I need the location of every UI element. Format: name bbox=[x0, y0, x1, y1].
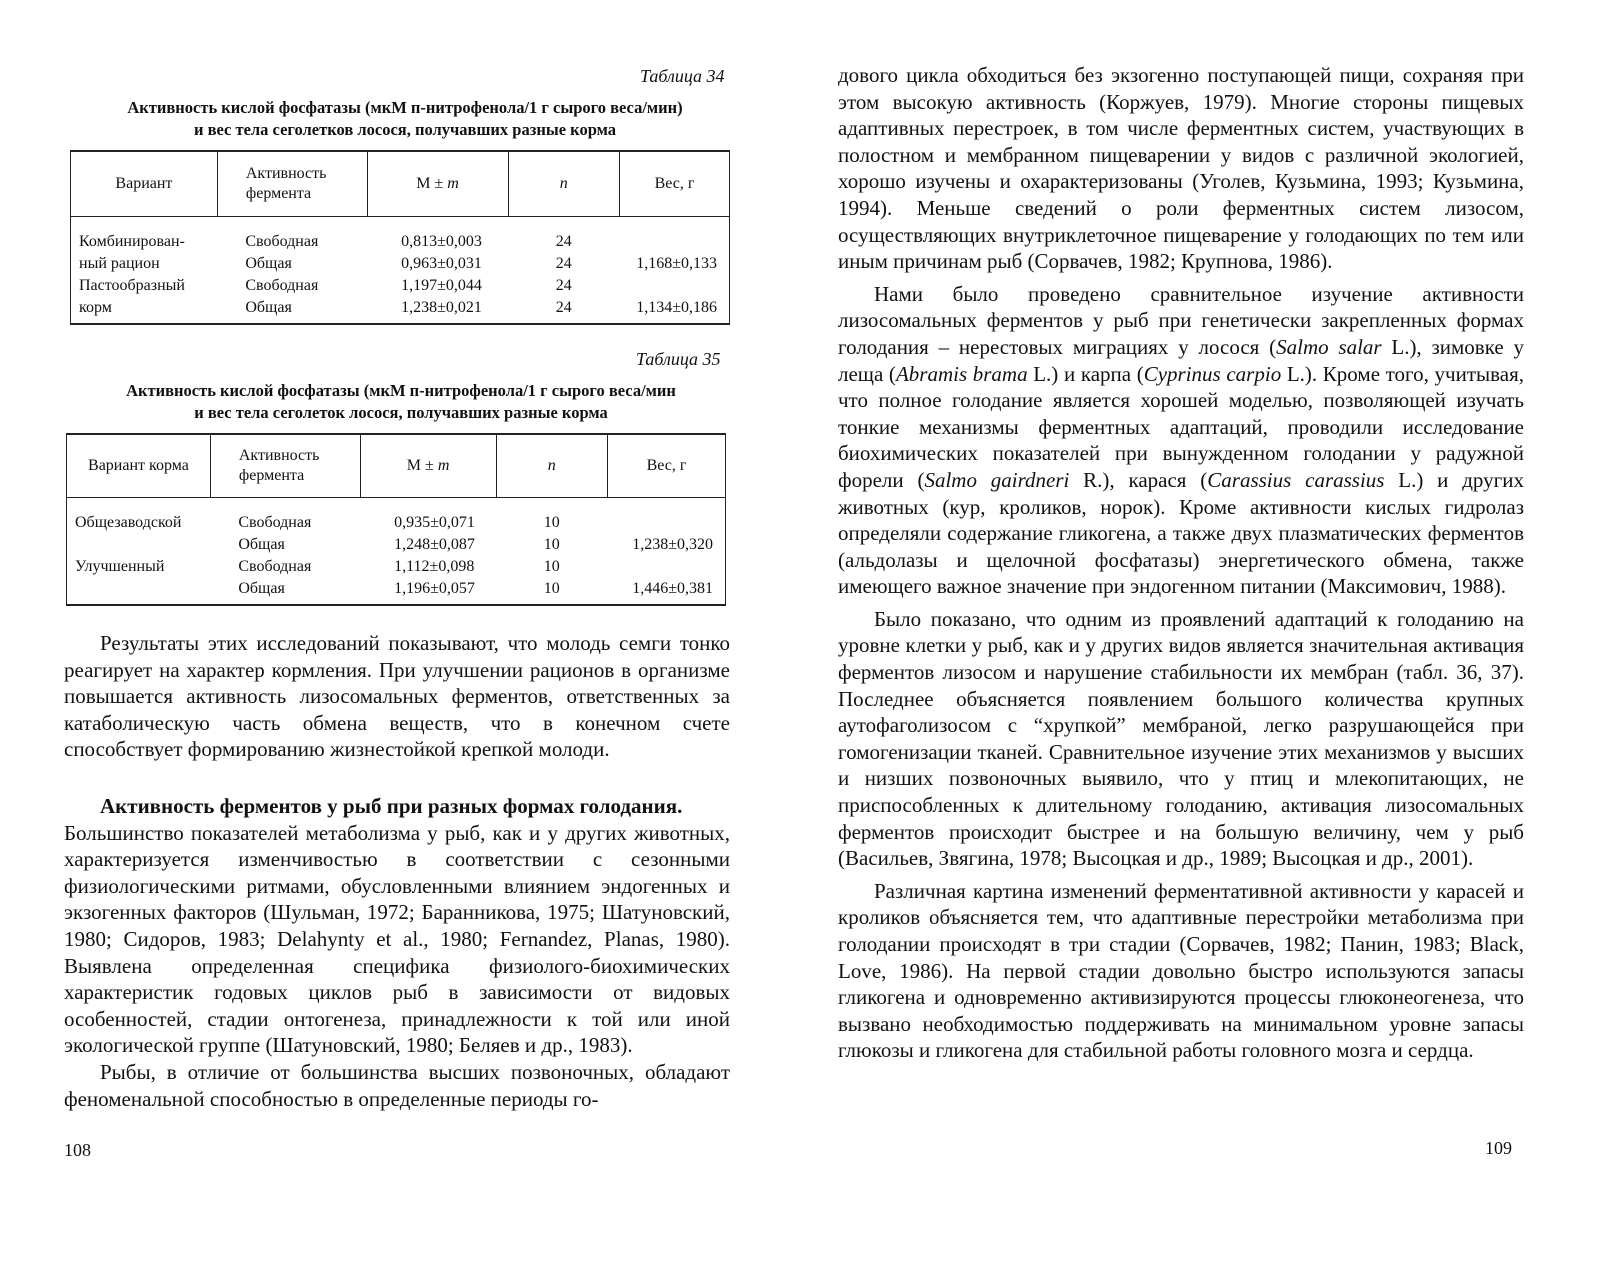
paragraph: Большинство показателей метаболизма у рыб, как и у других животных, характеризуется изменчивостью в соответствии с сезонными физиологическими ритмами, обусловленными влиянием эндогенных и экзогенных факторов (Шульман, 1972; Баранникова, 1975; Шатуновский, 1980; Сидоров, 1983; Delahynty et al., 1980; Fernandez, Planas, 1980). Выявлена определенная специфика физиолого-биохимических характеристик годовых циклов рыб в зависимости от видовых особенностей, стадии онтогенеза, принадлежности к той или иной экологической группе (Шатуновский, 1980; Беляев и др., 1983). bbox=[64, 820, 730, 1058]
cell: 24 bbox=[555, 277, 572, 294]
cell: 1,196±0,057 bbox=[394, 580, 475, 597]
cell: Свободная bbox=[245, 233, 319, 250]
cell: 1,112±0,098 bbox=[394, 558, 475, 575]
cell bbox=[608, 556, 726, 578]
header-cell: n bbox=[508, 151, 620, 217]
cell: 1,238±0,320 bbox=[632, 536, 713, 553]
paragraph: Рыбы, в отличие от большинства высших позвоночных, обладают феноменальной способностью в определенные периоды го- bbox=[64, 1059, 730, 1111]
paragraph: Нами было проведено сравнительное изучение активности лизосомальных ферментов у рыб при генетически закрепленных формах голодания – нерестовых миграциях у лосося (Salmo salar L.), зимовке у леща (Abramis brama L.) и карпа (Cyprinus carpio L.). Кроме того, учитывая, что полное голодание является хорошей моделью, позволяющей изучать тонкие механизмы ферментных адаптаций, проводили исследование биохимических показателей при вынужденном голодании у радужной форели (Salmo gairdneri R.), карася (Carassius carassius L.) и других животных (кур, кроликов, норок). Кроме активности кислых гидролаз определяли содержание гликогена, а также двух плазматических ферментов (альдолазы и щелочной фосфатазы) энергетического обмена, также имеющего важное значение при эндогенном питании (Максимович, 1988). bbox=[838, 281, 1524, 599]
table-row bbox=[71, 253, 730, 275]
header-cell: M ± m bbox=[367, 151, 508, 217]
table-row bbox=[67, 578, 726, 605]
cell: 10 bbox=[543, 558, 560, 575]
cell bbox=[620, 275, 730, 297]
cell: 1,197±0,044 bbox=[401, 277, 482, 294]
table-35-caption-line1: Активность кислой фосфатазы (мкМ п-нитрофенола/1 г сырого веса/мин bbox=[126, 381, 676, 400]
species-name: Carassius carassius bbox=[1207, 467, 1385, 492]
paragraph: дового цикла обходиться без экзогенно поступающей пищи, сохраняя при этом высокую активность (Коржуев, 1979). Многие стороны пищевых адаптивных перестроек, в том числе ферментных систем, участвующих в полостном и мембранном пищеварении у видов с различной экологией, хорошо изучены и охарактеризованы (Уголев, Кузьмина, 1993; Кузьмина, 1994). Меньше сведений о роли ферментных систем лизосом, осуществляющих внутриклеточное пищеварение у голодающих по тем или иным причинам рыб (Сорвачев, 1982; Крупнова, 1986). bbox=[838, 63, 1524, 274]
header-cell: Вариант корма bbox=[67, 434, 211, 498]
cell: 24 bbox=[555, 299, 572, 316]
cell: 10 bbox=[543, 536, 560, 553]
paragraph: Результаты этих исследований показывают, что молодь семги тонко реагирует на характер кормления. При улучшении рационов в организме повышается активность лизосомальных ферментов, ответственных за катаболическую часть обмена веществ, что в конечном счете способствует формированию жизнестойкой крепкой молоди. bbox=[64, 631, 730, 762]
cell: 1,446±0,381 bbox=[632, 580, 713, 597]
table-35-label: Таблица 35 bbox=[636, 349, 721, 369]
table-34-header-row bbox=[71, 151, 730, 217]
cell: 24 bbox=[555, 233, 572, 250]
cell: 0,813±0,003 bbox=[401, 233, 482, 250]
paragraph: Различная картина изменений ферментативной активности у карасей и кроликов объясняется тем, что адаптивные перестройки метаболизма при голодании происходят в три стадии (Сорвачев, 1982; Панин, 1983; Black, Love, 1986). На первой стадии довольно быстро используются запасы гликогена и одновременно активизируются процессы глюконеогенеза, что вызвано необходимостью поддерживать на минимальном уровне запасы глюкозы и гликогена для стабильной работы головного мозга и сердца. bbox=[838, 878, 1524, 1063]
cell: Свободная bbox=[245, 277, 319, 294]
cell: 1,168±0,133 bbox=[636, 255, 717, 272]
cell: корм bbox=[79, 299, 112, 316]
cell: 0,935±0,071 bbox=[394, 514, 475, 531]
cell: 1,134±0,186 bbox=[636, 299, 717, 316]
cell: Улучшенный bbox=[75, 558, 165, 575]
header-cell: Вес, г bbox=[608, 434, 726, 498]
table-row bbox=[67, 498, 726, 535]
table-row bbox=[71, 297, 730, 324]
cell: 0,963±0,031 bbox=[401, 255, 482, 272]
header-cell: M ± m bbox=[360, 434, 496, 498]
table-34-caption-line1: Активность кислой фосфатазы (мкМ п-нитрофенола/1 г сырого веса/мин) bbox=[127, 98, 683, 117]
table-34 bbox=[70, 150, 730, 325]
table-row bbox=[67, 534, 726, 556]
header-cell: Активность фермента bbox=[210, 434, 360, 498]
cell: Общая bbox=[245, 299, 292, 316]
table-row bbox=[71, 275, 730, 297]
header-cell: Вес, г bbox=[620, 151, 730, 217]
species-name: Salmo salar bbox=[1276, 334, 1382, 359]
page-number: 108 bbox=[64, 1140, 91, 1160]
cell: Общезаводской bbox=[75, 514, 182, 531]
left-body-text bbox=[64, 630, 730, 1112]
cell: ный рацион bbox=[79, 255, 160, 272]
table-35-header-row bbox=[67, 434, 726, 498]
paragraph: Было показано, что одним из проявлений адаптаций к голоданию на уровне клетки у рыб, как и у других видов является значительная активация ферментов лизосом и нарушение стабильности их мембран (табл. 36, 37). Последнее объясняется появлением большого количества крупных аутофаголизосом с “хрупкой” мембраной, легко разрушающейся при гомогенизации тканей. Сравнительное изучение этих механизмов у высших и низших позвоночных выявило, что у птиц и млекопитающих, не приспособленных к длительному голоданию, активация лизосомальных ферментов происходит быстрее и на большую величину, чем у рыб (Васильев, Звягина, 1978; Высоцкая и др., 1989; Высоцкая и др., 2001). bbox=[838, 606, 1524, 871]
cell bbox=[620, 217, 730, 254]
cell bbox=[67, 534, 211, 556]
cell: 24 bbox=[555, 255, 572, 272]
cell: Общая bbox=[238, 580, 285, 597]
cell: Свободная bbox=[238, 558, 312, 575]
section-heading-paragraph bbox=[64, 793, 730, 820]
table-34-caption bbox=[70, 97, 740, 141]
table-row bbox=[67, 556, 726, 578]
table-row bbox=[71, 217, 730, 254]
section-heading: Активность ферментов у рыб при разных формах голодания. bbox=[100, 793, 683, 818]
page-right bbox=[800, 0, 1600, 1263]
cell: Свободная bbox=[238, 514, 312, 531]
cell: Пастообразный bbox=[79, 277, 185, 294]
header-cell: Активность фермента bbox=[217, 151, 367, 217]
header-cell: n bbox=[496, 434, 608, 498]
table-34-label: Таблица 34 bbox=[640, 66, 725, 86]
table-35-caption bbox=[66, 380, 736, 424]
right-body-text bbox=[838, 62, 1524, 1064]
cell: 10 bbox=[543, 514, 560, 531]
cell: 10 bbox=[543, 580, 560, 597]
cell: 1,238±0,021 bbox=[401, 299, 482, 316]
table-35 bbox=[66, 433, 726, 606]
cell: Общая bbox=[238, 536, 285, 553]
species-name: Cyprinus carpio bbox=[1143, 361, 1282, 386]
page-number: 109 bbox=[1485, 1138, 1512, 1158]
cell bbox=[608, 498, 726, 535]
species-name: Abramis brama bbox=[895, 361, 1028, 386]
cell: Комбинирован- bbox=[79, 233, 185, 250]
species-name: Salmo gairdneri bbox=[924, 467, 1070, 492]
cell bbox=[67, 578, 211, 605]
cell: Общая bbox=[245, 255, 292, 272]
table-35-caption-line2: и вес тела сеголеток лосося, получавших разные корма bbox=[194, 403, 608, 422]
table-34-caption-line2: и вес тела сеголетков лосося, получавших разные корма bbox=[193, 120, 617, 139]
cell: 1,248±0,087 bbox=[394, 536, 475, 553]
header-cell: Вариант bbox=[71, 151, 218, 217]
